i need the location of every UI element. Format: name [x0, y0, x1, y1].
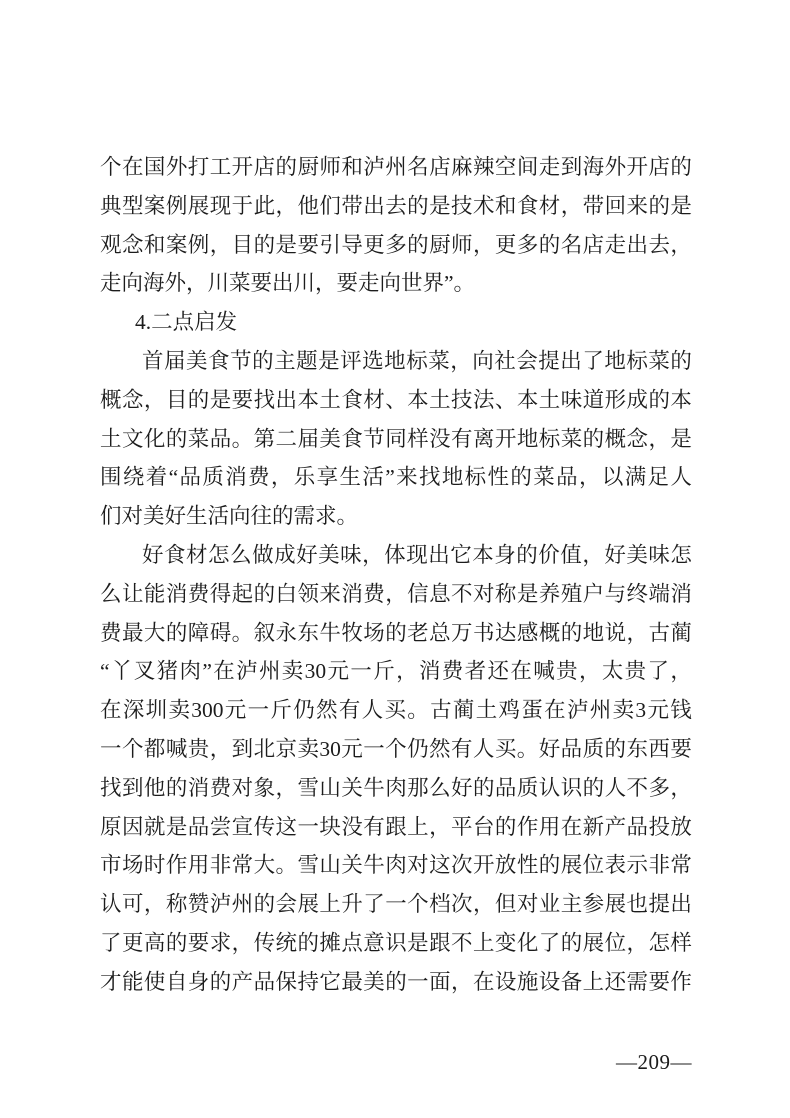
paragraph-line: 在 深 圳 卖 300 元 一 斤 仍 然 有 人 买 。 古 蔺 土 鸡 蛋 在 泸 州 卖 3 元 钱 [100, 698, 692, 723]
paragraph-line: “ 丫 叉 猪 肉 ” 在 泸 州 卖 30 元 一 斤 ， 消 费 者 还 在 喊 贵 ， 太 贵 了 ， [100, 659, 692, 684]
paragraph-line: 观 念 和 案 例 ， 目 的 是 要 引 导 更 多 的 厨 师 ， 更 多 的 名 店 走 出 去 ， [100, 232, 692, 257]
paragraph-line: 概 念 ， 目 的 是 要 找 出 本 土 食 材 、 本 土 技 法 、 本 土 味 道 形 成 的 本 [100, 387, 692, 412]
paragraph-line: 认 可 ， 称 赞 泸 州 的 会 展 上 升 了 一 个 档 次 ， 但 对 业 主 参 展 也 提 出 [100, 892, 692, 917]
paragraph-line: 原 因 就 是 品 尝 宣 传 这 一 块 没 有 跟 上 ， 平 台 的 作 用 在 新 产 品 投 放 [100, 814, 692, 839]
paragraph-line: 土 文 化 的 菜 品 。 第 二 届 美 食 节 同 样 没 有 离 开 地 标 菜 的 概 念 ， 是 [100, 426, 692, 451]
paragraph-line: 个 在 国 外 打 工 开 店 的 厨 师 和 泸 州 名 店 麻 辣 空 间 走 到 海 外 开 店 的 [100, 155, 692, 179]
paragraph-line: 好 食 材 怎 么 做 成 好 美 味 ， 体 现 出 它 本 身 的 价 值 ， 好 美 味 怎 [142, 542, 692, 567]
paragraph-line: 走向海外，川菜要出川，要走向世界”。 [100, 271, 476, 296]
paragraph-line: 一 个 都 喊 贵 ， 到 北 京 卖 30 元 一 个 仍 然 有 人 买 。 好 品 质 的 东 西 要 [100, 736, 692, 761]
paragraph-line: 们对美好生活向往的需求。 [100, 504, 359, 529]
paragraph-line: 市 场 时 作 用 非 常 大 。 雪 山 关 牛 肉 对 这 次 开 放 性 的 展 位 表 示 非 常 [100, 853, 692, 878]
paragraph-line: 围 绕 着 “ 品 质 消 费 ， 乐 享 生 活 ” 来 找 地 标 性 的 菜 品 ， 以 满 足 人 [100, 465, 692, 490]
paragraph-line: 才 能 使 自 身 的 产 品 保 持 它 最 美 的 一 面 ， 在 设 施 设 备 上 还 需 要 作 [100, 969, 692, 994]
paragraph-line: 首 届 美 食 节 的 主 题 是 评 选 地 标 菜 ， 向 社 会 提 出 了 地 标 菜 的 [142, 348, 692, 373]
paragraph-line: 找 到 他 的 消 费 对 象 ， 雪 山 关 牛 肉 那 么 好 的 品 质 认 识 的 人 不 多 ， [100, 775, 692, 800]
paragraph-line: 了 更 高 的 要 求 ， 传 统 的 摊 点 意 识 是 跟 不 上 变 化 了 的 展 位 ， 怎 样 [100, 930, 692, 955]
paragraph-line: 典 型 案 例 展 现 于 此 ， 他 们 带 出 去 的 是 技 术 和 食 材 ， 带 回 来 的 是 [100, 193, 692, 218]
section-heading: 4.二点启发 [135, 310, 238, 335]
page-number: —209— [616, 1050, 692, 1074]
paragraph-line: 费 最 大 的 障 碍 。 叙 永 东 牛 牧 场 的 老 总 万 书 达 感 概 的 地 说 ， 古 蔺 [100, 620, 692, 645]
paragraph-line: 么 让 能 消 费 得 起 的 白 领 来 消 费 ， 信 息 不 对 称 是 养 殖 户 与 终 端 消 [100, 581, 692, 606]
text-block [100, 148, 692, 1002]
